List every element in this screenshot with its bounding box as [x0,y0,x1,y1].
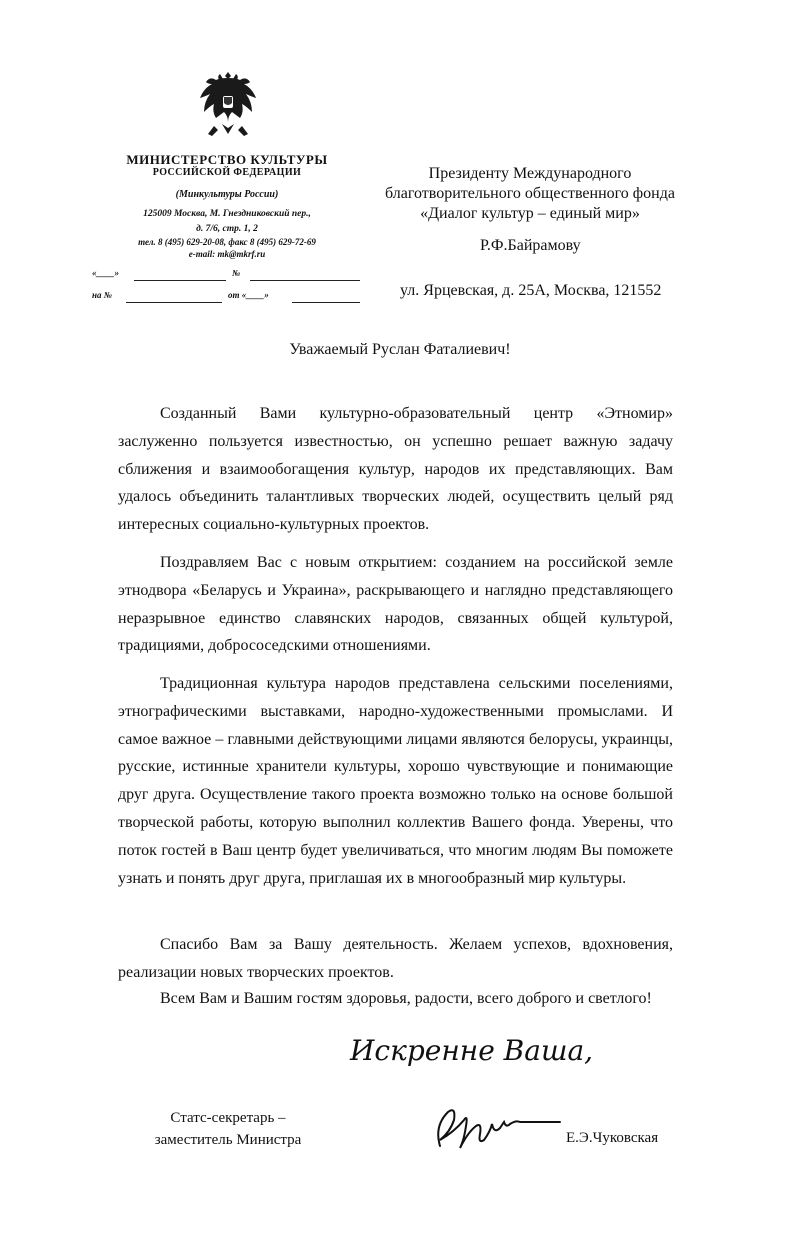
reg-number-label: № [232,268,241,278]
handwritten-closing [320,1020,620,1080]
recipient-line: «Диалог культур – единый мир» [420,205,640,222]
reg-ref-label: на № [92,290,112,300]
signatory-title-line2: заместитель Министра [154,1132,302,1148]
letterhead-address-line2: д. 7/6, стр. 1, 2 [196,224,258,234]
recipient-line: благотворительного общественного фонда [385,185,675,202]
reg-date-label: «____» [92,268,119,278]
ministry-short-name: (Минкультуры России) [175,189,279,200]
letter-body-paragraph: Традиционная культура народов представлена сельскими поселениями, этнографическими выставками, народно-художественными промыслами. И самое важное – главными действующими лицами являются белорусы, украинцы, русские, истинные хранители культуры, хорошо чувствующие и понимающие друг друга. Осуществление такого проекта возможно только на основе большой творческой работы, которую выполнил коллектив Вашего фонда. Уверены, что поток гостей в Ваш центр будет увеличиваться, что многим людям Вы поможете узнать и понять друг друга, приглашая их в многообразный мир культуры. [118,675,673,887]
registration-date-number-line [92,268,362,284]
ministry-name: МИНИСТЕРСТВО КУЛЬТУРЫ [126,152,328,167]
double-headed-eagle-icon [196,66,260,148]
letter-body-paragraph: Всем Вам и Вашим гостям здоровья, радости, всего доброго и светлого! [160,990,652,1007]
recipient-address: ул. Ярцевская, д. 25А, Москва, 121552 [400,282,662,299]
letter-body-paragraph: Спасибо Вам за Вашу деятельность. Желаем успехов, вдохновения, реализации новых творческих проектов. [118,936,673,981]
letterhead-email: e-mail: mk@mkrf.ru [188,249,266,259]
letter-body-paragraph: Созданный Вами культурно-образовательный центр «Этномир» заслуженно пользуется известностью, он успешно решает важную задачу сближения и взаимообогащения культур, народов их представляющих. Вам удалось объединить талантливых творческих людей, осуществить целый ряд интересных социально-культурных проектов. [118,405,673,534]
salutation: Уважаемый Руслан Фаталиевич! [289,341,511,358]
registration-reference-line [92,290,362,306]
handwritten-signature [428,1088,568,1158]
federation-name: РОССИЙСКОЙ ФЕДЕРАЦИИ [152,167,302,178]
reg-ref-date-label: от «____» [228,290,269,300]
handwritten-closing-text: Искренне Ваша, [350,1034,594,1067]
recipient-name: Р.Ф.Байрамову [480,237,581,254]
signatory-title-line1: Статс-секретарь – [170,1110,286,1126]
letterhead-phone: тел. 8 (495) 629-20-08, факс 8 (495) 629-72-69 [138,237,316,247]
letter-body-paragraph: Поздравляем Вас с новым открытием: созданием на российской земле этнодвора «Беларусь и Украина», раскрывающего и наглядно представляющего неразрывное единство славянских народов, связанных общей культурой, традициями, добрососедскими отношениями. [118,554,673,655]
signatory-name: Е.Э.Чуковская [566,1130,659,1146]
signatory-title [138,1107,318,1151]
recipient-line: Президенту Международного [428,165,632,182]
letterhead-address-line1: 125009 Москва, М. Гнездниковский пер., [143,209,311,219]
